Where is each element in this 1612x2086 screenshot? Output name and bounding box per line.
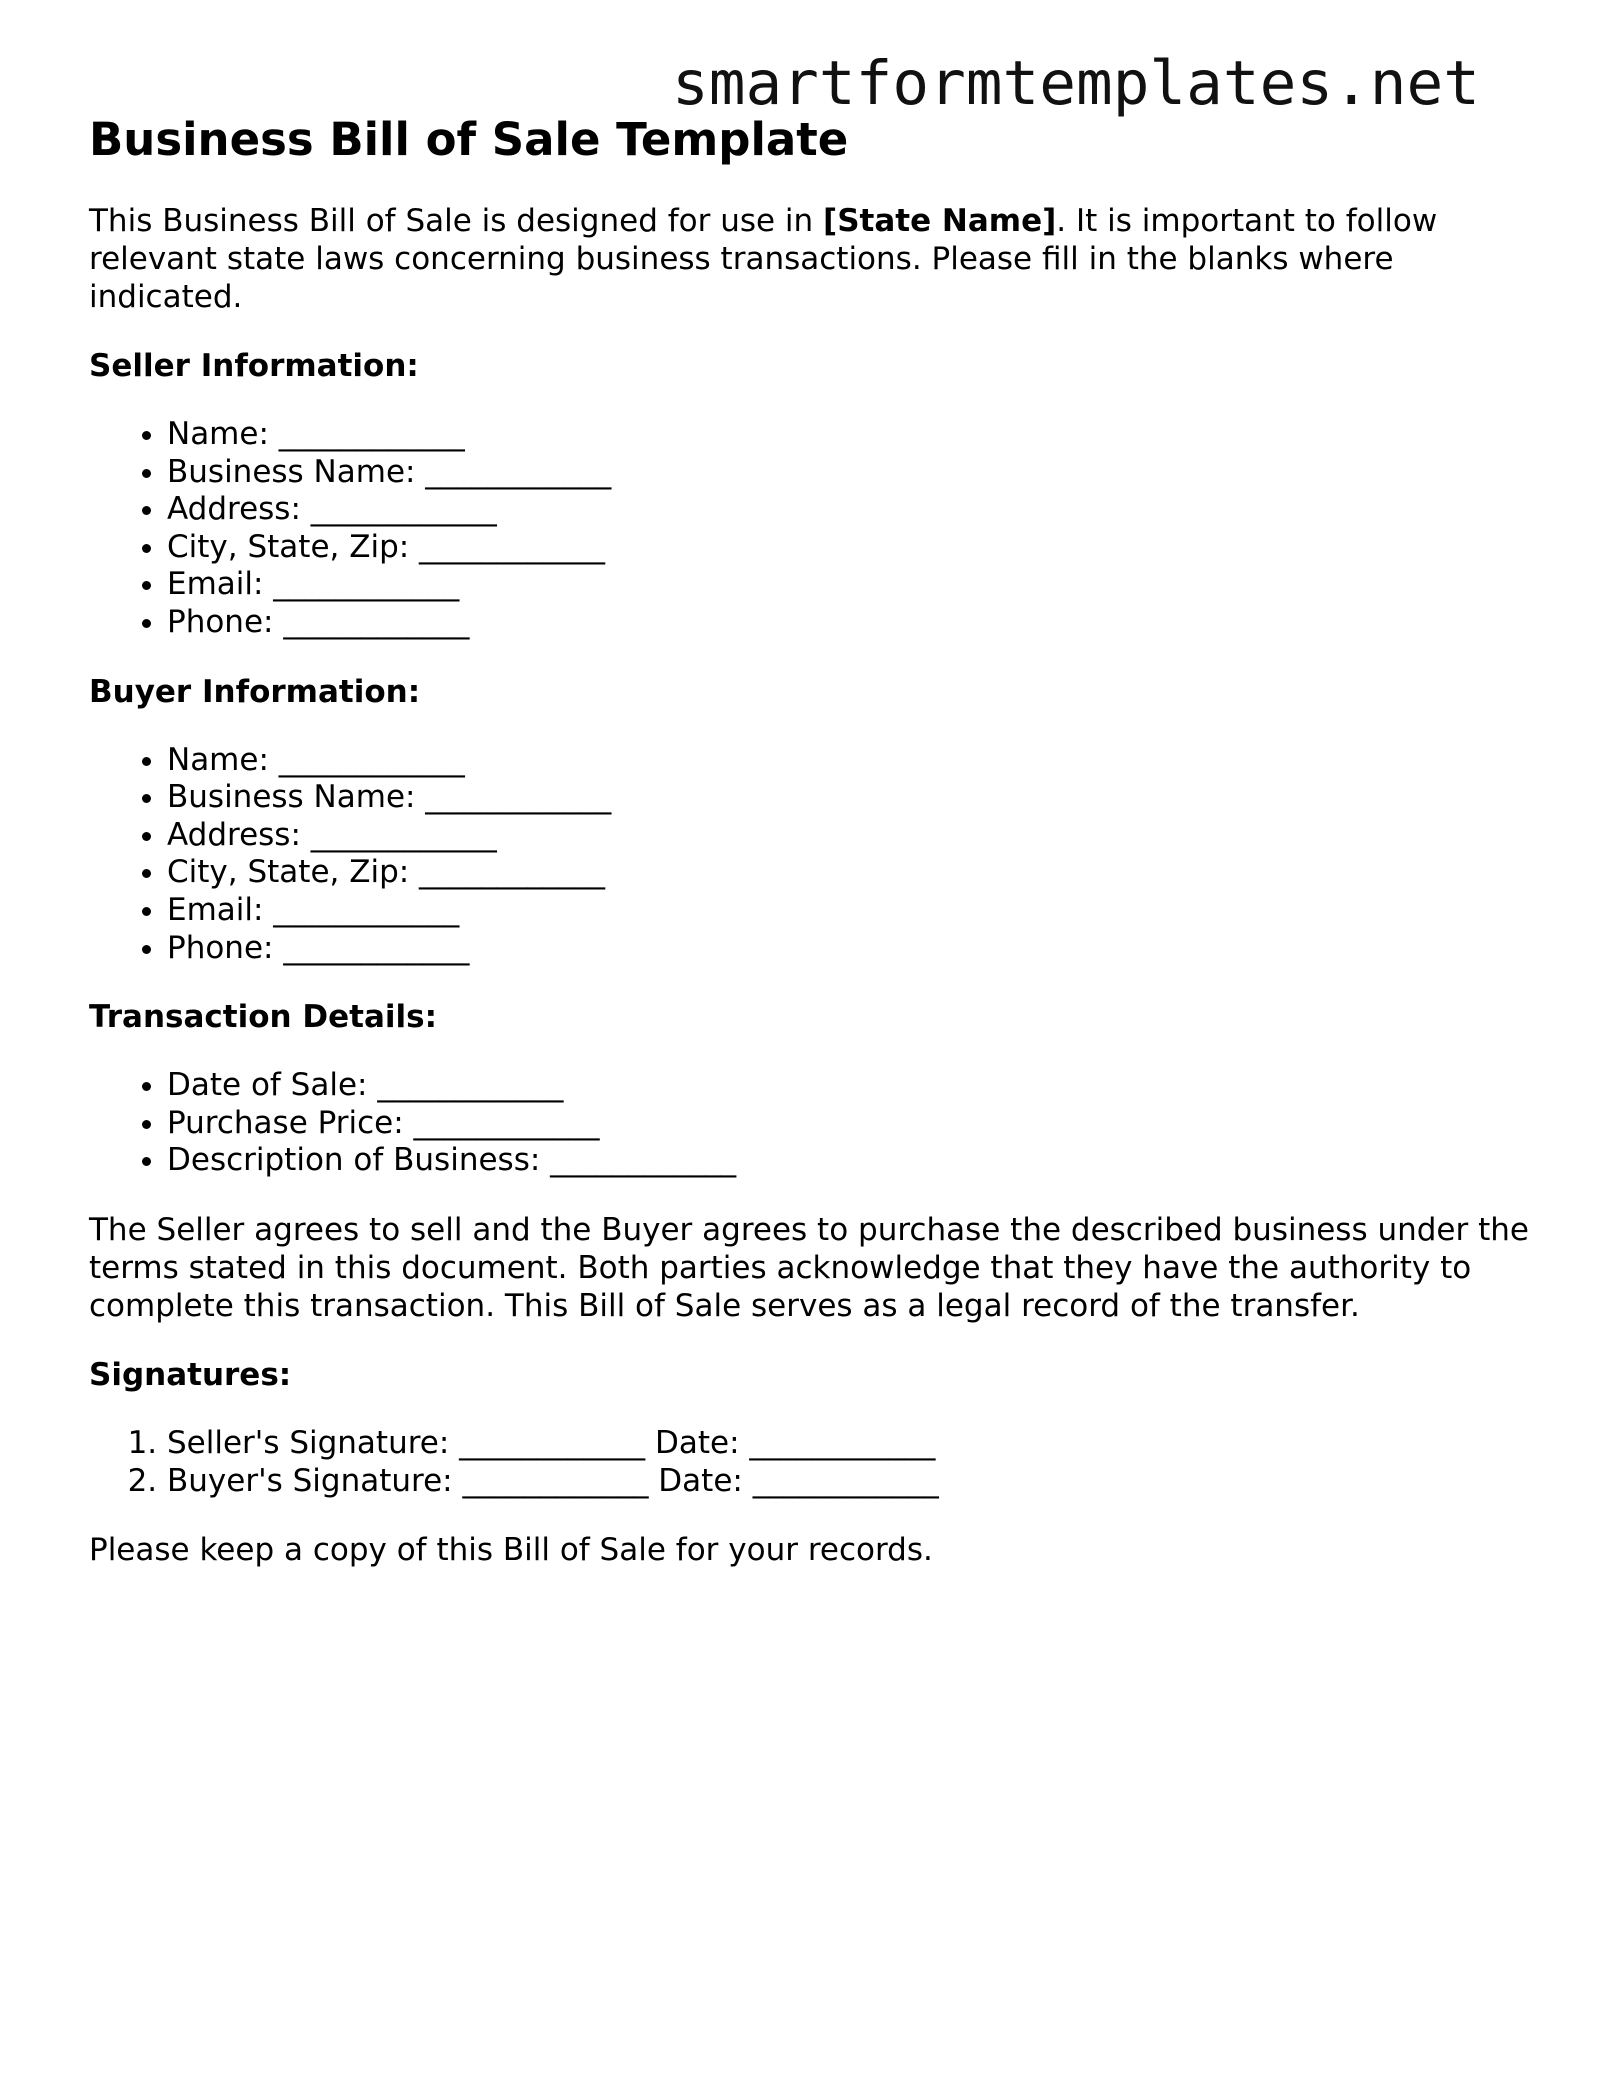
seller-signature-line: 1. Seller's Signature: ____________ Date: ____________ <box>167 1425 1529 1463</box>
seller-section-heading: Seller Information: <box>89 348 419 384</box>
seller-phone-field: • Phone: ____________ <box>167 604 1529 642</box>
intro-text-after: . It is important to follow relevant state laws concerning business transactions. Please fill in the blanks where indicated. <box>89 203 1438 315</box>
date-of-sale-field: • Date of Sale: ____________ <box>167 1067 1529 1105</box>
buyer-phone-field: • Phone: ____________ <box>167 930 1529 968</box>
seller-address-field: • Address: ____________ <box>167 491 1529 529</box>
buyer-signature-line: 2. Buyer's Signature: ____________ Date: ____________ <box>167 1463 1529 1501</box>
document-body <box>89 112 1529 1569</box>
buyer-section-heading: Buyer Information: <box>89 673 421 710</box>
transaction-section-heading: Transaction Details: <box>89 999 437 1036</box>
purchase-price-field: • Purchase Price: ____________ <box>167 1105 1529 1143</box>
document-title: Business Bill of Sale Template <box>89 113 849 166</box>
intro-text-before: This Business Bill of Sale is designed for use in <box>89 203 824 239</box>
buyer-city-state-zip-field: • City, State, Zip: ____________ <box>167 854 1529 892</box>
seller-email-field: • Email: ____________ <box>167 566 1529 604</box>
business-description-field: • Description of Business: ____________ <box>167 1142 1529 1180</box>
seller-info-list <box>89 416 1529 642</box>
buyer-business-name-field: • Business Name: ____________ <box>167 779 1529 817</box>
site-watermark: smartformtemplates.net <box>672 48 1480 119</box>
buyer-email-field: • Email: ____________ <box>167 892 1529 930</box>
seller-business-name-field: • Business Name: ____________ <box>167 454 1529 492</box>
state-name-placeholder: [State Name] <box>823 203 1057 239</box>
closing-note: Please keep a copy of this Bill of Sale for your records. <box>89 1532 933 1569</box>
intro-paragraph <box>89 202 1529 316</box>
agreement-paragraph: The Seller agrees to sell and the Buyer agrees to purchase the described business under the terms stated in this document. Both parties acknowledge that they have the authority to complete this transaction. This Bill of Sale serves as a legal record of the transfer. <box>89 1211 1529 1324</box>
buyer-address-field: • Address: ____________ <box>167 817 1529 855</box>
buyer-name-field: • Name: ____________ <box>167 742 1529 780</box>
buyer-info-list <box>89 742 1529 968</box>
seller-name-field: • Name: ____________ <box>167 416 1529 454</box>
signatures-section-heading: Signatures: <box>89 1356 292 1393</box>
signatures-list <box>89 1425 1529 1500</box>
transaction-details-list <box>89 1067 1529 1180</box>
seller-city-state-zip-field: • City, State, Zip: ____________ <box>167 529 1529 567</box>
